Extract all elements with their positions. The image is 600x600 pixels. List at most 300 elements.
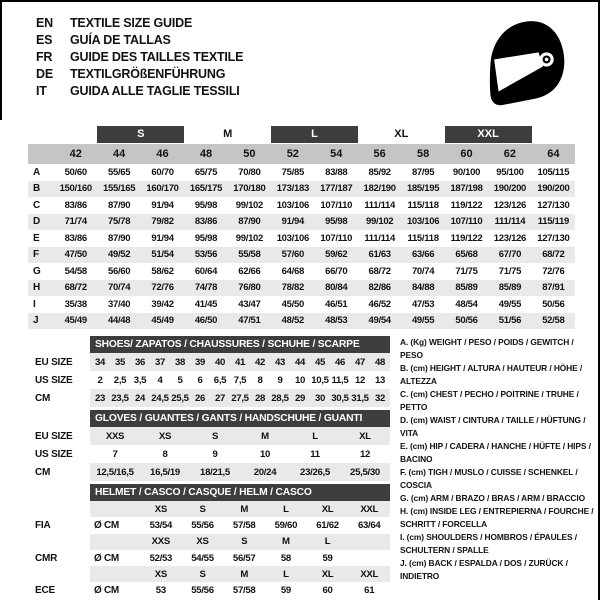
table-cell: 56/60 (107, 265, 131, 277)
table-cell: 48/54 (455, 298, 478, 310)
table-cell: 57/58 (232, 585, 256, 597)
table-cell: 99/102 (235, 232, 264, 244)
row-label: CMR (35, 552, 58, 564)
table-cell: S (199, 503, 206, 515)
size-group-cell: M (223, 128, 233, 140)
table-cell: 119/122 (450, 232, 483, 244)
table-cell: 54/55 (191, 552, 214, 564)
size-number-cell: 46 (156, 148, 169, 160)
table-cell: 90/100 (452, 166, 481, 178)
language-row (36, 14, 243, 31)
table-cell: 46/50 (194, 315, 218, 327)
table-cell: 85/89 (498, 282, 522, 294)
row-letter: A (33, 166, 41, 178)
table-cell: 45/49 (64, 315, 87, 327)
measurement-row (28, 280, 575, 297)
legend-item: C. (cm) CHEST / PECHO / POITRINE / TRUHE / PETTO (400, 389, 579, 412)
legend-item: A. (Kg) WEIGHT / PESO / POIDS / GEWITCH / PESO (400, 337, 574, 360)
table-cell: Ø CM (94, 585, 119, 597)
row-letter: G (33, 265, 41, 277)
table-cell: 107/110 (320, 232, 353, 244)
table-cell: 35 (114, 356, 126, 368)
table-cell: 65/75 (194, 166, 218, 178)
legend-item: G. (cm) ARM / BRAZO / BRAS / ARM / BRACCIO (400, 493, 586, 503)
table-cell: 123/126 (493, 199, 527, 211)
table-cell: 7 (112, 448, 118, 460)
measurement-row (28, 313, 575, 330)
table-cell: 52/53 (149, 552, 173, 564)
helmet-icon (487, 18, 567, 108)
table-cell: 63/64 (357, 519, 381, 531)
table-cell: XXS (105, 430, 125, 442)
table-cell: 107/110 (450, 216, 483, 228)
language-code: FR (36, 49, 53, 64)
table-cell: 91/94 (281, 216, 304, 228)
legend-item: J. (cm) BACK / ESPALDA / DOS / ZURÜCK / INDIETRO (400, 558, 568, 581)
row-label: US SIZE (35, 374, 73, 386)
size-number-cell: 42 (69, 148, 82, 160)
table-cell: 27,5 (231, 392, 249, 404)
table-cell: 54/58 (64, 265, 87, 277)
table-cell: 160/170 (146, 183, 179, 195)
legend-item: D. (cm) WAIST / CINTURA / TAILLE / HÜFTUNG / VITA (400, 415, 586, 438)
table-cell: 27 (214, 392, 226, 404)
table-cell: 79/82 (151, 216, 174, 228)
band-table-header-row (35, 410, 390, 427)
table-cell: 20/24 (253, 466, 277, 478)
helmet-size-table (35, 484, 390, 599)
table-cell: S (199, 568, 206, 580)
table-cell: Ø CM (94, 552, 119, 564)
size-group-cell: XL (394, 128, 409, 140)
table-cell: 38 (174, 356, 186, 368)
table-cell: 103/106 (276, 199, 309, 211)
table-cell: 72/76 (542, 265, 565, 277)
table-cell: 23,5 (111, 392, 129, 404)
table-cell: S (211, 430, 219, 442)
row-label (35, 484, 90, 501)
table-cell: 173/183 (276, 183, 309, 195)
table-cell: 72/76 (151, 282, 174, 294)
table-cell: 47/50 (64, 249, 87, 261)
table-cell: 11,5 (331, 374, 349, 386)
row-label (35, 336, 90, 353)
table-cell: 31,5 (351, 392, 369, 404)
table-cell: 70/74 (411, 265, 435, 277)
table-cell: 87/95 (411, 166, 435, 178)
table-cell: 115/119 (537, 216, 569, 228)
legend-item: I. (cm) SHOULDERS / HOMBROS / ÉPAULES / SCHULTERN / SPALLE (400, 532, 577, 555)
table-cell: 111/114 (364, 199, 395, 211)
table-cell: 45 (314, 356, 326, 368)
table-cell: 59/62 (325, 249, 348, 261)
textile-size-table (28, 126, 575, 329)
table-cell: 49/52 (107, 249, 131, 261)
table-cell: 10,5 (311, 374, 329, 386)
table-cell: 62/66 (238, 265, 261, 277)
band-table-row (35, 501, 390, 517)
table-cell: 41/45 (194, 298, 218, 310)
row-label: ECE (35, 585, 55, 597)
band-table-values (90, 501, 390, 517)
row-letter: C (33, 199, 41, 211)
table-cell: 46/51 (325, 298, 348, 310)
table-cell: 127/130 (537, 232, 570, 244)
table-cell: XS (196, 536, 209, 548)
table-cell: 50/56 (455, 315, 478, 327)
band-table-row (35, 463, 390, 481)
row-letter: D (33, 216, 41, 228)
table-cell: 49/55 (498, 298, 522, 310)
table-cell: 45/49 (151, 315, 174, 327)
language-row (36, 48, 243, 65)
table-cell: 115/118 (407, 232, 439, 244)
table-cell: 83/86 (64, 199, 87, 211)
size-number-cell: 44 (113, 148, 126, 160)
band-table-row (35, 371, 390, 389)
table-cell: 29 (294, 392, 306, 404)
table-cell: XXL (360, 503, 379, 515)
table-cell: L (283, 568, 289, 580)
table-cell: 10 (294, 374, 306, 386)
table-cell: 67/70 (498, 249, 522, 261)
table-cell: 59/60 (274, 519, 298, 531)
table-cell: 75/85 (281, 166, 304, 178)
table-cell: 83/86 (194, 216, 218, 228)
band-table-row (35, 582, 390, 598)
table-cell: 37 (154, 356, 166, 368)
gloves-size-table (35, 410, 390, 481)
band-table-values (90, 353, 390, 371)
table-cell: 115/118 (407, 199, 439, 211)
size-group-row (28, 126, 575, 143)
table-cell: 56/57 (232, 552, 256, 564)
band-table-values (90, 445, 390, 463)
guide-title: GUIDA ALLE TAGLIE TESSILI (70, 83, 240, 98)
table-cell: 177/187 (320, 183, 353, 195)
table-cell: 25,5 (171, 392, 189, 404)
table-cell: 12,5/16,5 (96, 466, 134, 478)
table-cell: XS (154, 503, 167, 515)
size-number-row (28, 144, 575, 164)
table-cell: XS (158, 430, 172, 442)
table-cell: 187/198 (450, 183, 483, 195)
size-number-cell: 52 (286, 148, 299, 160)
table-cell: 103/106 (276, 232, 309, 244)
table-cell: 119/122 (450, 199, 483, 211)
table-cell: 11 (310, 448, 320, 460)
table-cell: 55/56 (191, 585, 214, 597)
table-cell: 47 (354, 356, 366, 368)
table-cell: 87/90 (238, 216, 261, 228)
table-cell: 61/63 (368, 249, 391, 261)
table-cell: 55/58 (238, 249, 261, 261)
band-table-title: SHOES/ ZAPATOS / CHAUSSURES / SCHUHE / SCARPE (90, 336, 390, 353)
table-cell: 49/55 (411, 315, 435, 327)
table-cell: 53/54 (149, 519, 173, 531)
row-letter: I (33, 298, 36, 310)
table-cell: 34 (94, 356, 106, 368)
table-cell: XL (321, 568, 334, 580)
table-cell: 95/98 (325, 216, 348, 228)
language-title-list (36, 14, 243, 99)
table-cell: 70/74 (107, 282, 131, 294)
table-cell: 80/84 (325, 282, 348, 294)
table-cell: 99/102 (235, 199, 264, 211)
table-cell: XL (359, 430, 371, 442)
table-cell: 70/80 (238, 166, 261, 178)
table-cell: 83/86 (64, 232, 87, 244)
row-label: FIA (35, 519, 51, 531)
table-cell: 3,5 (133, 374, 147, 386)
table-cell: XXS (151, 536, 170, 548)
table-cell: 43/47 (238, 298, 261, 310)
size-number-cell: 58 (416, 148, 430, 160)
guide-title: TEXTILGRÖßENFÜHRUNG (70, 66, 226, 81)
size-number-cell: 56 (373, 148, 386, 160)
table-cell: 190/200 (537, 183, 570, 195)
band-table-header-row (35, 484, 390, 501)
table-cell: 87/90 (107, 199, 131, 211)
lower-tables (35, 336, 390, 600)
table-cell: 46 (334, 356, 346, 368)
table-cell: 170/180 (233, 183, 266, 195)
size-number-cell: 60 (460, 148, 473, 160)
legend-item: B. (cm) HEIGHT / ALTURA / HAUTEUR / HÖHE / ALTEZZA (400, 363, 583, 386)
table-cell: 36 (134, 356, 146, 368)
table-cell: 39/42 (151, 298, 174, 310)
band-table-values (90, 566, 390, 582)
row-letter: E (33, 232, 40, 244)
table-cell: M (240, 503, 249, 515)
table-cell: 32 (374, 392, 386, 404)
table-cell: 78/82 (281, 282, 304, 294)
size-group-cell (28, 126, 97, 143)
table-cell: 8 (257, 374, 263, 386)
row-letter: J (33, 315, 39, 327)
table-cell: 45/50 (281, 298, 304, 310)
table-cell: 41 (234, 356, 246, 368)
band-table-values (90, 371, 390, 389)
band-table-row (35, 427, 390, 445)
table-cell: 28,5 (271, 392, 289, 404)
measurement-row (28, 164, 575, 181)
table-cell: 71/75 (498, 265, 522, 277)
table-cell: 46/52 (368, 298, 391, 310)
table-cell: 82/86 (368, 282, 391, 294)
row-label (35, 566, 90, 582)
language-code: IT (36, 83, 47, 98)
table-cell: 6,5 (213, 374, 227, 386)
table-cell: 6 (197, 374, 203, 386)
table-cell: 55/56 (191, 519, 214, 531)
table-cell: 60/70 (151, 166, 174, 178)
table-cell: 43 (274, 356, 286, 368)
table-cell: 87/90 (107, 232, 131, 244)
size-number-cell: 64 (547, 148, 560, 160)
table-cell: 103/106 (406, 216, 440, 228)
table-cell: 91/94 (151, 199, 174, 211)
table-cell: 39 (194, 356, 206, 368)
band-table-values (90, 517, 390, 533)
table-cell: L (324, 536, 331, 548)
table-cell: 47/53 (411, 298, 435, 310)
table-cell: XS (154, 568, 167, 580)
table-cell: 48 (374, 356, 386, 368)
row-label (35, 501, 90, 517)
legend-item: H. (cm) INSIDE LEG / ENTREPIERNA / FOURCHE / SCHRITT / FORCELLA (400, 506, 594, 529)
table-cell: 24,5 (151, 392, 169, 404)
table-cell: 85/92 (368, 166, 391, 178)
shoes-size-table (35, 336, 390, 407)
band-table-row (35, 353, 390, 371)
table-cell: 53 (155, 585, 166, 597)
table-cell: 76/80 (238, 282, 261, 294)
table-cell: 150/160 (59, 183, 92, 195)
measurement-row (28, 247, 575, 264)
table-cell: 87/91 (542, 282, 565, 294)
table-cell: 64/68 (281, 265, 304, 277)
table-cell: 4 (157, 374, 163, 386)
table-cell: 42 (254, 356, 266, 368)
measurement-row (28, 263, 575, 280)
row-label (35, 410, 90, 427)
table-cell: 50/56 (542, 298, 565, 310)
band-table-values (90, 463, 390, 481)
row-letter: F (33, 249, 40, 261)
table-cell: 107/110 (320, 199, 353, 211)
table-cell: 12 (354, 374, 366, 386)
table-cell: 30 (314, 392, 326, 404)
row-letter: B (33, 183, 41, 195)
table-cell: 127/130 (537, 199, 570, 211)
band-table-values (90, 427, 390, 445)
table-cell: 61/62 (316, 519, 339, 531)
table-cell: 95/100 (496, 166, 524, 178)
band-table-header-row (35, 336, 390, 353)
table-cell: 9 (212, 448, 218, 460)
band-table-row (35, 566, 390, 582)
table-cell: 25,5/30 (350, 466, 380, 478)
table-cell: XL (321, 503, 334, 515)
measurement-row (28, 230, 575, 247)
band-table-row (35, 550, 390, 566)
table-cell: 83/88 (325, 166, 348, 178)
band-table-row (35, 445, 390, 463)
table-cell: 9 (277, 374, 283, 386)
language-code: DE (36, 66, 53, 81)
table-cell: 71/75 (455, 265, 478, 277)
table-cell: 60 (322, 585, 333, 597)
table-cell: L (312, 430, 318, 442)
band-table-title: GLOVES / GUANTES / GANTS / HANDSCHUHE / GUANTI (90, 410, 390, 427)
table-cell: 48/53 (325, 315, 348, 327)
table-cell: 7,5 (233, 374, 247, 386)
table-cell: 37/40 (107, 298, 131, 310)
table-cell: 68/72 (64, 282, 87, 294)
language-code: EN (36, 15, 53, 30)
table-cell: 155/165 (103, 183, 136, 195)
band-table-values (90, 534, 390, 550)
table-cell: 53/56 (194, 249, 218, 261)
size-number-cell: 48 (199, 148, 213, 160)
table-cell: 59 (322, 552, 333, 564)
table-cell: M (261, 430, 269, 442)
table-cell: M (282, 536, 290, 548)
table-cell: 52/58 (542, 315, 565, 327)
table-cell: 24 (134, 392, 146, 404)
table-cell: 44 (294, 356, 306, 368)
measurement-row (28, 197, 575, 214)
page-left-border (0, 2, 2, 120)
guide-title: GUÍA DE TALLAS (70, 32, 171, 47)
table-cell: 190/200 (493, 183, 527, 195)
size-number-cell: 62 (503, 148, 517, 160)
row-label: EU SIZE (35, 356, 73, 368)
band-table-values (90, 550, 390, 566)
table-cell: 48/52 (281, 315, 304, 327)
table-cell: 60/64 (194, 265, 218, 277)
table-cell: 35/38 (64, 298, 87, 310)
table-cell: 91/94 (151, 232, 174, 244)
row-label (35, 534, 90, 550)
table-cell: 2 (97, 374, 103, 386)
table-cell: XXL (360, 568, 379, 580)
table-cell: 57/60 (281, 249, 304, 261)
table-cell: 68/72 (542, 249, 565, 261)
table-cell: 74/78 (194, 282, 218, 294)
table-cell: 10 (259, 448, 271, 460)
table-cell: 18/21,5 (200, 466, 230, 478)
table-cell: 185/195 (406, 183, 440, 195)
table-cell: 58/62 (151, 265, 174, 277)
table-cell: L (283, 503, 289, 515)
size-number-cell: 50 (243, 148, 256, 160)
table-cell: 95/98 (194, 232, 218, 244)
language-row (36, 65, 243, 82)
table-cell: M (240, 568, 249, 580)
size-number-cell: 54 (330, 148, 343, 160)
table-cell: 95/98 (194, 199, 218, 211)
row-label: CM (35, 466, 51, 478)
legend-item: F. (cm) TIGH / MUSLO / CUISSE / SCHENKEL / COSCIA (400, 467, 578, 490)
table-cell: 66/70 (325, 265, 348, 277)
table-cell: 111/114 (494, 216, 526, 228)
language-code: ES (36, 32, 53, 47)
measurement-legend (400, 336, 597, 583)
table-cell: 61 (364, 585, 375, 597)
legend-item: E. (cm) HIP / CADERA / HANCHE / HÜFTE / HIPS / BACINO (400, 441, 591, 464)
table-cell: 8 (162, 448, 168, 460)
table-cell: Ø CM (94, 519, 119, 531)
table-cell: 75/78 (107, 216, 131, 228)
table-cell: S (241, 536, 248, 548)
table-cell: 63/66 (411, 249, 435, 261)
table-cell: 47/51 (238, 315, 261, 327)
language-row (36, 31, 243, 48)
band-table-title: HELMET / CASCO / CASQUE / HELM / CASCO (90, 484, 390, 501)
table-cell: 57/58 (232, 519, 256, 531)
band-table-values (90, 389, 390, 407)
table-cell: 71/74 (64, 216, 87, 228)
measurement-row (28, 181, 575, 198)
table-cell: 12 (359, 448, 371, 460)
table-cell: 28 (254, 392, 266, 404)
table-cell: 44/48 (107, 315, 131, 327)
table-cell: 2,5 (113, 374, 127, 386)
table-cell: 99/102 (366, 216, 394, 228)
band-table-row (35, 389, 390, 407)
